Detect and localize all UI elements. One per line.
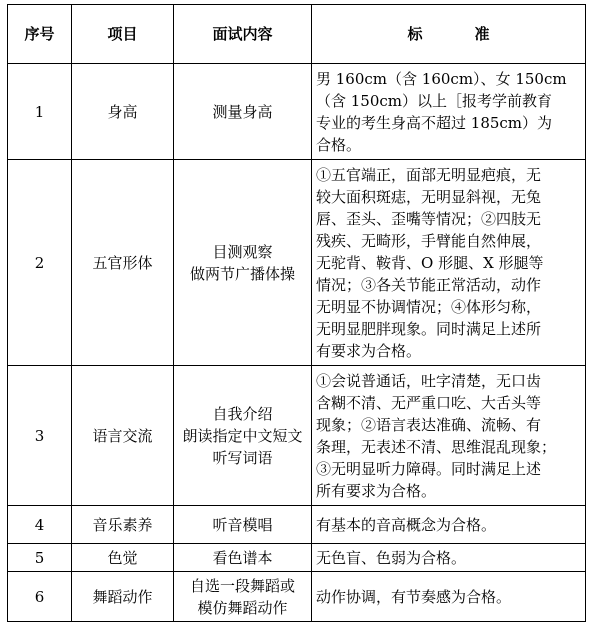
- row-item: 五官形体: [72, 160, 174, 366]
- standard-line: ①五官端正，面部无明显疤痕，无: [316, 165, 542, 184]
- row-content: [174, 64, 312, 160]
- content-line: 做两节广播体操: [189, 264, 295, 283]
- row-number: 3: [8, 366, 72, 506]
- standard-line: ③无明显听力障碍。同时满足上述: [316, 459, 542, 478]
- standard-line: 无明显不协调情况；④体形匀称，: [316, 297, 542, 316]
- row-number: 2: [8, 160, 72, 366]
- content-line: 听音模唱: [212, 515, 273, 534]
- row-content: [174, 160, 312, 366]
- row-item: 音乐素养: [72, 506, 174, 544]
- row-standard: [312, 572, 586, 622]
- row-standard: [312, 366, 586, 506]
- row-item: 身高: [72, 64, 174, 160]
- row-number: 6: [8, 572, 72, 622]
- header-standard-part-1: 标: [407, 25, 423, 43]
- row-standard: [312, 160, 586, 366]
- header-standard-part-2: 准: [474, 25, 490, 43]
- row-content: [174, 506, 312, 544]
- content-line: 自选一段舞蹈或: [189, 576, 295, 595]
- row-content: [174, 366, 312, 506]
- table-row: [8, 572, 586, 622]
- requirements-table: [7, 4, 586, 622]
- content-line: 模仿舞蹈动作: [197, 598, 288, 617]
- standard-line: 唇、歪头、歪嘴等情况；②四肢无: [316, 209, 542, 228]
- row-standard: [312, 506, 586, 544]
- header-row: [8, 5, 586, 64]
- table-row: [8, 544, 586, 572]
- standard-line: 有基本的音高概念为合格。: [316, 515, 497, 534]
- standard-line: 所有要求为合格。: [316, 481, 437, 500]
- standard-line: ①会说普通话，吐字清楚，无口齿: [316, 371, 542, 390]
- row-item: 舞蹈动作: [72, 572, 174, 622]
- standard-line: （含 150cm）以上［报考学前教育: [316, 91, 553, 110]
- content-line: 目测观察: [212, 242, 273, 261]
- header-item: 项目: [72, 5, 174, 64]
- standard-line: 专业的考生身高不超过 185cm）为: [316, 113, 553, 132]
- header-standard: [312, 5, 586, 64]
- standard-line: 较大面积斑痣，无明显斜视，无兔: [316, 187, 542, 206]
- content-line: 自我介绍: [212, 404, 273, 423]
- standard-line: 含糊不清、无严重口吃、大舌头等: [316, 393, 542, 412]
- content-line: 朗读指定中文短文: [182, 426, 303, 445]
- header-number: 序号: [8, 5, 72, 64]
- row-item: 色觉: [72, 544, 174, 572]
- standard-line: 残疾、无畸形，手臂能自然伸展，: [316, 231, 542, 250]
- table-row: [8, 506, 586, 544]
- standard-line: 情况；③各关节能正常活动，动作: [316, 275, 542, 294]
- row-content: [174, 572, 312, 622]
- content-line: 看色谱本: [212, 548, 273, 567]
- standard-line: 条理，无表述不清、思维混乱现象；: [316, 437, 557, 456]
- table-row: [8, 160, 586, 366]
- content-line: 听写词语: [212, 448, 273, 467]
- standard-line: 现象；②语言表达准确、流畅、有: [316, 415, 542, 434]
- table-row: [8, 366, 586, 506]
- standard-line: 合格。: [316, 135, 362, 154]
- standard-line: 有要求为合格。: [316, 341, 422, 360]
- row-content: [174, 544, 312, 572]
- header-content: 面试内容: [174, 5, 312, 64]
- row-item: 语言交流: [72, 366, 174, 506]
- row-standard: [312, 64, 586, 160]
- standard-line: 动作协调，有节奏感为合格。: [316, 587, 512, 606]
- standard-line: 无明显肥胖现象。同时满足上述所: [316, 319, 542, 338]
- row-number: 4: [8, 506, 72, 544]
- content-line: 测量身高: [212, 102, 273, 121]
- standard-line: 无色盲、色弱为合格。: [316, 548, 467, 567]
- standard-line: 男 160cm（含 160cm）、女 150cm: [316, 69, 567, 88]
- row-number: 1: [8, 64, 72, 160]
- standard-line: 无驼背、鞍背、O 形腿、X 形腿等: [316, 253, 544, 272]
- table-row: [8, 64, 586, 160]
- row-standard: [312, 544, 586, 572]
- row-number: 5: [8, 544, 72, 572]
